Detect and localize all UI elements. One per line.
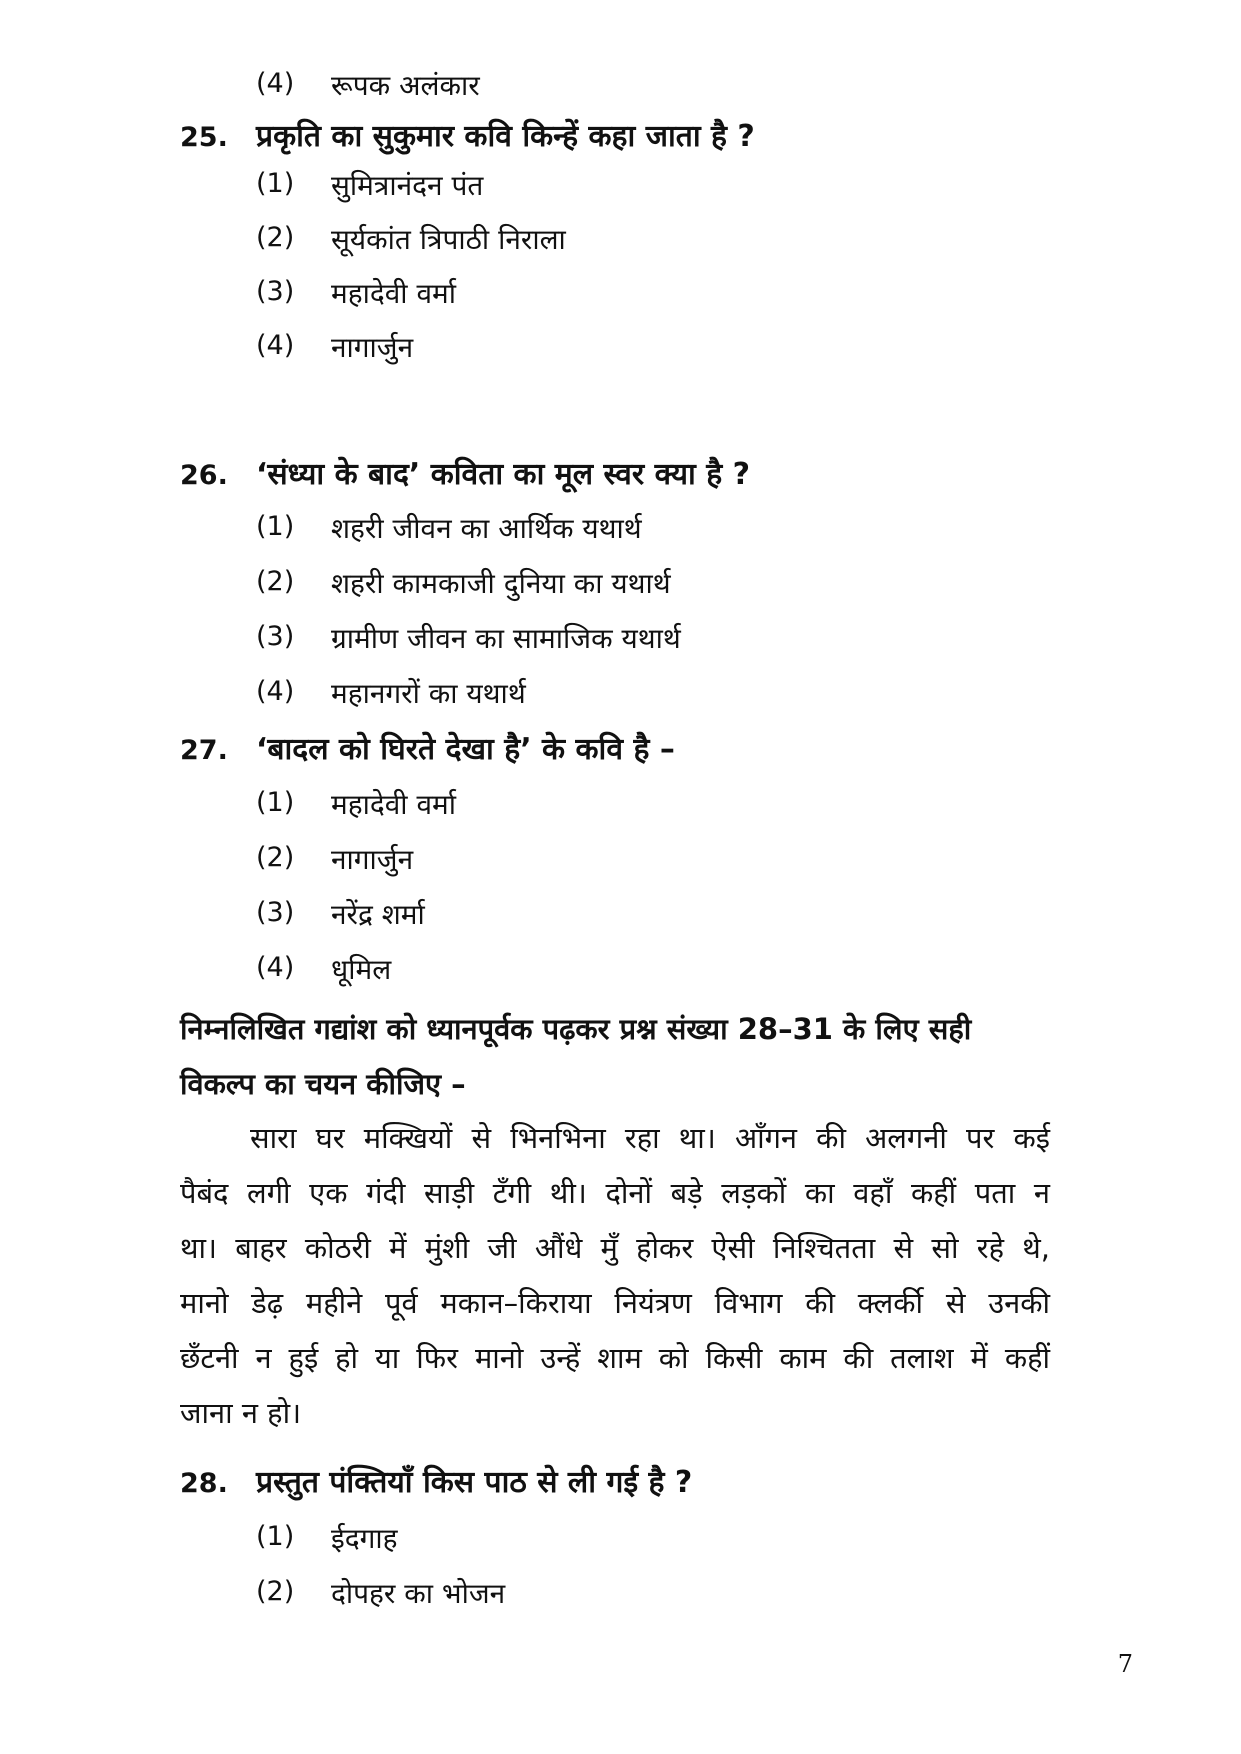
option-number: (4) [256,676,295,707]
page-number: 7 [1117,1650,1133,1678]
option-text: रूपक अलंकार [331,69,480,102]
passage-line: छँटनी न हुई हो या फिर मानो उन्हें शाम को किसी काम की तलाश में कहीं [180,1341,1050,1375]
option-number: (1) [256,168,295,199]
passage-line: मानो डेढ़ महीने पूर्व मकान–किराया नियंत्रण विभाग की क्लर्की से उनकी [180,1286,1050,1320]
option-number: (4) [256,68,295,99]
question-number: 26. [180,460,228,491]
option-number: (2) [256,1576,295,1607]
option-number: (2) [256,842,295,873]
option-text: महादेवी वर्मा [331,277,457,310]
option-text: सुमित्रानंदन पंत [331,169,484,202]
option-number: (4) [256,330,295,361]
option-number: (4) [256,952,295,983]
instruction-line: विकल्प का चयन कीजिए – [180,1067,466,1101]
passage-line: जाना न हो। [180,1396,302,1430]
option-text: ईदगाह [331,1522,398,1555]
option-text: धूमिल [331,953,392,986]
question-number: 27. [180,735,228,766]
option-text: दोपहर का भोजन [331,1577,506,1610]
option-number: (3) [256,276,295,307]
option-number: (3) [256,897,295,928]
option-number: (1) [256,1521,295,1552]
passage-line: था। बाहर कोठरी में मुंशी जी औंधे मुँ होकर ऐसी निश्चितता से सो रहे थे, [180,1231,1050,1265]
option-text: नागार्जुन [331,331,414,364]
option-number: (2) [256,222,295,253]
question-number: 28. [180,1468,228,1499]
question-text: ‘संध्या के बाद’ कविता का मूल स्वर क्या है ? [256,457,751,492]
question-text: ‘बादल को घिरते देखा है’ के कवि है – [256,732,675,767]
passage-line: पैबंद लगी एक गंदी साड़ी टँगी थी। दोनों बड़े लड़कों का वहाँ कहीं पता न [180,1176,1050,1210]
option-text: सूर्यकांत त्रिपाठी निराला [331,223,566,256]
option-text: ग्रामीण जीवन का सामाजिक यथार्थ [331,622,681,655]
instruction-line: निम्नलिखित गद्यांश को ध्यानपूर्वक पढ़कर प्रश्न संख्या 28–31 के लिए सही [180,1012,972,1046]
passage-line: सारा घर मक्खियों से भिनभिना रहा था। आँगन की अलगनी पर कई [250,1121,1050,1155]
option-text: नागार्जुन [331,843,414,876]
question-text: प्रकृति का सुकुमार कवि किन्हें कहा जाता है ? [256,119,755,154]
option-number: (1) [256,787,295,818]
option-number: (3) [256,621,295,652]
option-number: (1) [256,511,295,542]
option-text: महानगरों का यथार्थ [331,677,526,710]
question-text: प्रस्तुत पंक्तियाँ किस पाठ से ली गई है ? [256,1465,693,1500]
option-text: शहरी जीवन का आर्थिक यथार्थ [331,512,642,545]
option-text: नरेंद्र शर्मा [331,898,425,931]
option-number: (2) [256,566,295,597]
option-text: शहरी कामकाजी दुनिया का यथार्थ [331,567,671,600]
option-text: महादेवी वर्मा [331,788,457,821]
question-number: 25. [180,122,228,153]
